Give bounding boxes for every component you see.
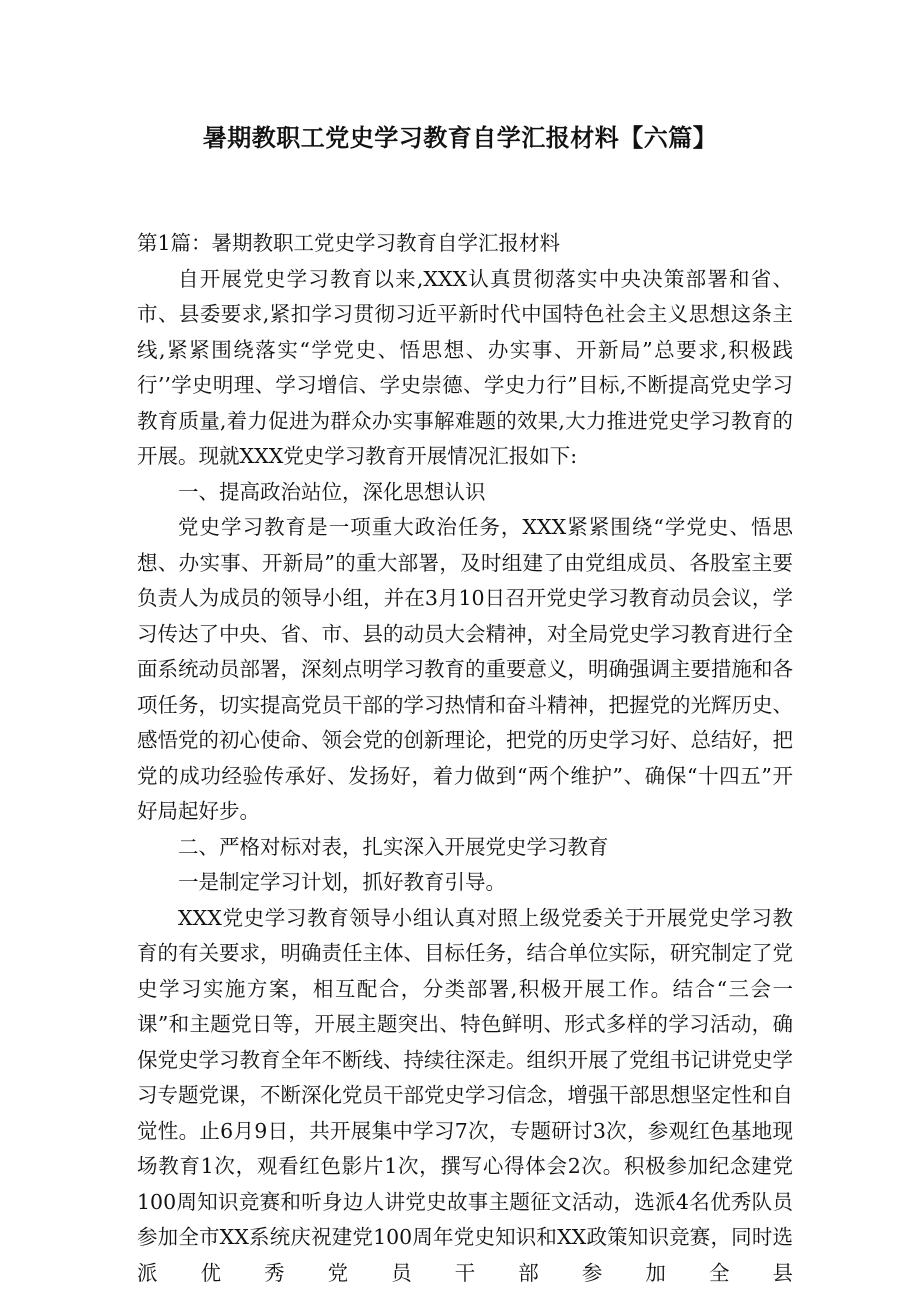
section-1-paragraph: 党史学习教育是一项重大政治任务，XXX紧紧围绕“学党史、悟思想、办实事、开新局”的重大部署，及时组建了由党组成员、各股室主要负责人为成员的领导小组，并在3月10日召开党史学习教育动员会议，学习传达了中央、省、市、县的动员大会精神，对全局党史学习教育进行全面系统动员部署，深刻点明学习教育的重要意义，明确强调主要措施和各项任务，切实提高党员干部的学习热情和奋斗精神，把握党的光辉历史、感悟党的初心使命、领会党的创新理论，把党的历史学习好、总结好，把党的成功经验传承好、发扬好，着力做到“两个维护”、确保“十四五”开好局起好步。 (137, 515, 793, 823)
subsection-1-paragraph: XXX党史学习教育领导小组认真对照上级党委关于开展党史学习教育的有关要求，明确责任主体、目标任务，结合单位实际，研究制定了党史学习实施方案，相互配合，分类部署,积极开展工作。结合“三会一课”和主题党日等，开展主题突出、特色鲜明、形式多样的学习活动，确保党史学习教育全年不断线、持续往深走。组织开展了党组书记讲党史学习专题党课，不断深化党员干部党史学习信念，增强干部思想坚定性和自觉性。止6月9日，共开展集中学习7次，专题研讨3次，参观红色基地现场教育1次，观看红色影片1次，撰写心得体会2次。积极参加纪念建党100周知识竞赛和听身边人讲党史故事主题征文活动，选派4名优秀队员参加全市XX系统庆祝建党100周年党史知识和XX政策知识竞赛，同时选派优秀党员干部参加全县 (137, 905, 793, 1285)
chapter-heading: 第1篇：暑期教职工党史学习教育自学汇报材料 (137, 231, 561, 255)
section-heading-1: 一、提高政治站位，深化思想认识 (178, 479, 486, 504)
document-body (137, 226, 793, 1291)
section-heading-2: 二、严格对标对表，扎实深入开展党史学习教育 (178, 834, 609, 859)
subsection-heading-1: 一是制定学习计划，抓好教育引导。 (178, 870, 506, 894)
document-title: 暑期教职工党史学习教育自学汇报材料【六篇】 (202, 124, 718, 152)
intro-paragraph: 自开展党史学习教育以来,XXX认真贯彻落实中央决策部署和省、市、县委要求,紧扣学习贯彻习近平新时代中国特色社会主义思想这条主线,紧紧围绕落实“学党史、悟思想、办实事、开新局”总要求,积极践行’’学史明理、学习增信、学史崇德、学史力行”目标,不断提高党史学习教育质量,着力促进为群众办实事解难题的效果,大力推进党史学习教育的开展。现就XXX党史学习教育开展情况汇报如下: (137, 266, 793, 468)
